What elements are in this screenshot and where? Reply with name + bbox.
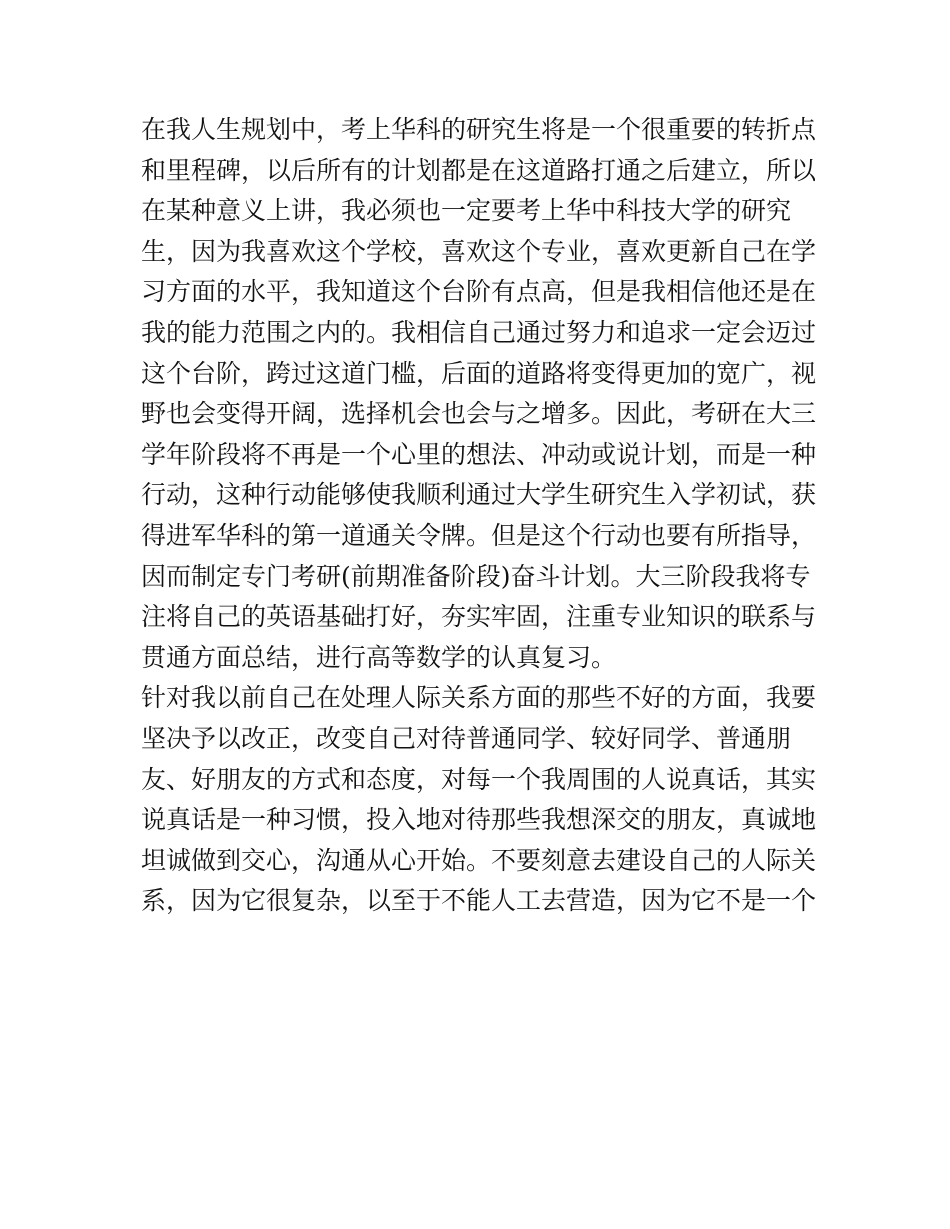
text-line: 习方面的水平，我知道这个台阶有点高，但是我相信他还是在 xyxy=(141,277,817,307)
text-line: 我的能力范围之内的。我相信自己通过努力和追求一定会迈过 xyxy=(141,317,817,347)
body-text xyxy=(141,110,821,922)
text-line: 针对我以前自己在处理人际关系方面的那些不好的方面，我要 xyxy=(141,683,817,713)
text-line: 坦诚做到交心，沟通从心开始。不要刻意去建设自己的人际关 xyxy=(141,845,817,875)
text-line: 说真话是一种习惯，投入地对待那些我想深交的朋友，真诚地 xyxy=(141,805,817,835)
text-line: 学年阶段将不再是一个心里的想法、冲动或说计划，而是一种 xyxy=(141,439,817,469)
text-line: 系，因为它很复杂，以至于不能人工去营造，因为它不是一个 xyxy=(141,886,817,916)
text-line: 行动，这种行动能够使我顺利通过大学生研究生入学初试，获 xyxy=(141,480,817,510)
text-line: 注将自己的英语基础打好，夯实牢固，注重专业知识的联系与 xyxy=(141,602,817,632)
text-line: 这个台阶，跨过这道门槛，后面的道路将变得更加的宽广，视 xyxy=(141,358,817,388)
text-line: 得进军华科的第一道通关令牌。但是这个行动也要有所指导， xyxy=(141,520,817,550)
text-line: 坚决予以改正，改变自己对待普通同学、较好同学、普通朋 xyxy=(141,723,792,753)
text-line: 因而制定专门考研(前期准备阶段)奋斗计划。大三阶段我将专 xyxy=(141,561,811,591)
text-line: 友、好朋友的方式和态度，对每一个我周围的人说真话，其实 xyxy=(141,764,817,794)
text-line: 在某种意义上讲，我必须也一定要考上华中科技大学的研究 xyxy=(141,196,792,226)
text-line: 野也会变得开阔，选择机会也会与之增多。因此，考研在大三 xyxy=(141,399,817,429)
text-line: 和里程碑，以后所有的计划都是在这道路打通之后建立，所以 xyxy=(141,155,817,185)
text-line: 贯通方面总结，进行高等数学的认真复习。 xyxy=(141,642,617,672)
text-line: 在我人生规划中，考上华科的研究生将是一个很重要的转折点 xyxy=(141,115,817,144)
text-line: 生，因为我喜欢这个学校，喜欢这个专业，喜欢更新自己在学 xyxy=(141,236,817,266)
